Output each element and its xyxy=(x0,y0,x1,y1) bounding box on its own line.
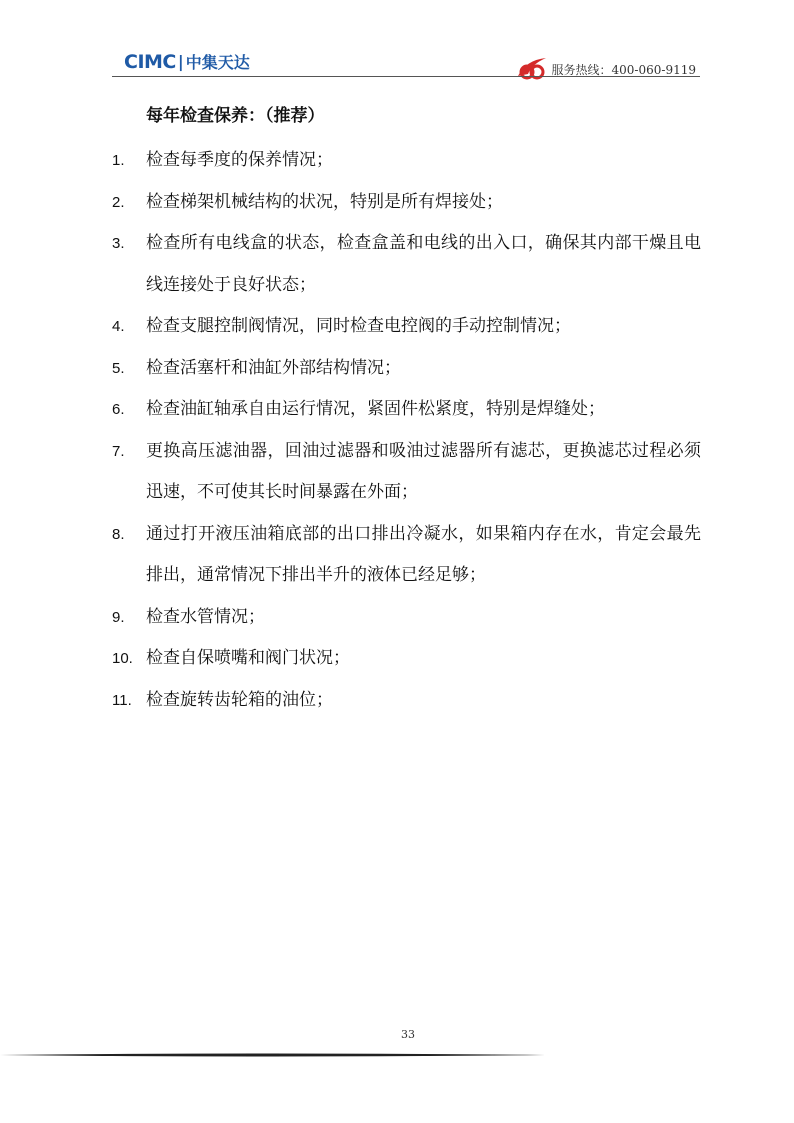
phone-swoosh-logo-icon xyxy=(516,56,548,82)
item-number: 9. xyxy=(112,608,125,626)
item-number: 3. xyxy=(112,235,125,252)
list-item xyxy=(112,306,712,348)
item-number: 6. xyxy=(112,401,125,418)
list-item xyxy=(112,680,712,722)
logo-english: CIMC xyxy=(124,50,176,73)
item-number: 10. xyxy=(112,650,133,667)
item-text: 检查旋转齿轮箱的油位； xyxy=(146,689,333,710)
item-text: 检查梯架机械结构的状况，特别是所有焊接处； xyxy=(146,191,503,212)
logo-chinese: 中集天达 xyxy=(185,53,250,72)
item-number: 8. xyxy=(112,525,125,543)
list-item xyxy=(112,389,712,431)
section-heading: 每年检查保养：（推荐） xyxy=(146,106,325,126)
list-item xyxy=(112,140,712,182)
list-item xyxy=(112,182,712,224)
header-divider xyxy=(112,76,700,77)
item-number: 7. xyxy=(112,442,125,460)
item-text: 检查油缸轴承自由运行情况，紧固件松紧度，特别是焊缝处； xyxy=(146,399,605,419)
page-header xyxy=(112,44,700,76)
item-text: 检查自保喷嘴和阀门状况； xyxy=(146,648,350,668)
list-item xyxy=(112,431,712,514)
item-number: 1. xyxy=(112,152,125,169)
footer-swoosh-divider xyxy=(0,1052,545,1058)
item-text: 检查所有电线盒的状态，检查盒盖和电线的出入口，确保其内部干燥且电线连接处于良好状态； xyxy=(146,233,701,295)
service-hotline xyxy=(516,56,696,82)
item-number: 5. xyxy=(112,359,125,377)
item-number: 4. xyxy=(112,318,125,335)
list-item xyxy=(112,223,712,306)
item-number: 2. xyxy=(112,193,125,211)
hotline-text: 服务热线：400-060-9119 xyxy=(551,62,696,77)
item-text: 检查支腿控制阀情况，同时检查电控阀的手动控制情况； xyxy=(146,316,571,336)
document-body xyxy=(112,98,712,721)
logo-separator: | xyxy=(177,52,184,71)
item-number: 11. xyxy=(112,691,132,709)
page-number: 33 xyxy=(401,1028,415,1041)
cimc-logo xyxy=(124,50,250,73)
list-item xyxy=(112,638,712,680)
item-text: 通过打开液压油箱底部的出口排出冷凝水，如果箱内存在水，肯定会最先排出，通常情况下排出半升的液体已经足够； xyxy=(146,523,701,585)
maintenance-checklist xyxy=(112,140,712,721)
list-item xyxy=(112,348,712,390)
list-item xyxy=(112,514,712,597)
item-text: 检查每季度的保养情况； xyxy=(146,150,333,170)
list-item xyxy=(112,597,712,639)
item-text: 检查水管情况； xyxy=(146,606,265,627)
item-text: 更换高压滤油器，回油过滤器和吸油过滤器所有滤芯，更换滤芯过程必须迅速，不可使其长时间暴露在外面； xyxy=(146,440,701,502)
item-text: 检查活塞杆和油缸外部结构情况； xyxy=(146,357,401,378)
